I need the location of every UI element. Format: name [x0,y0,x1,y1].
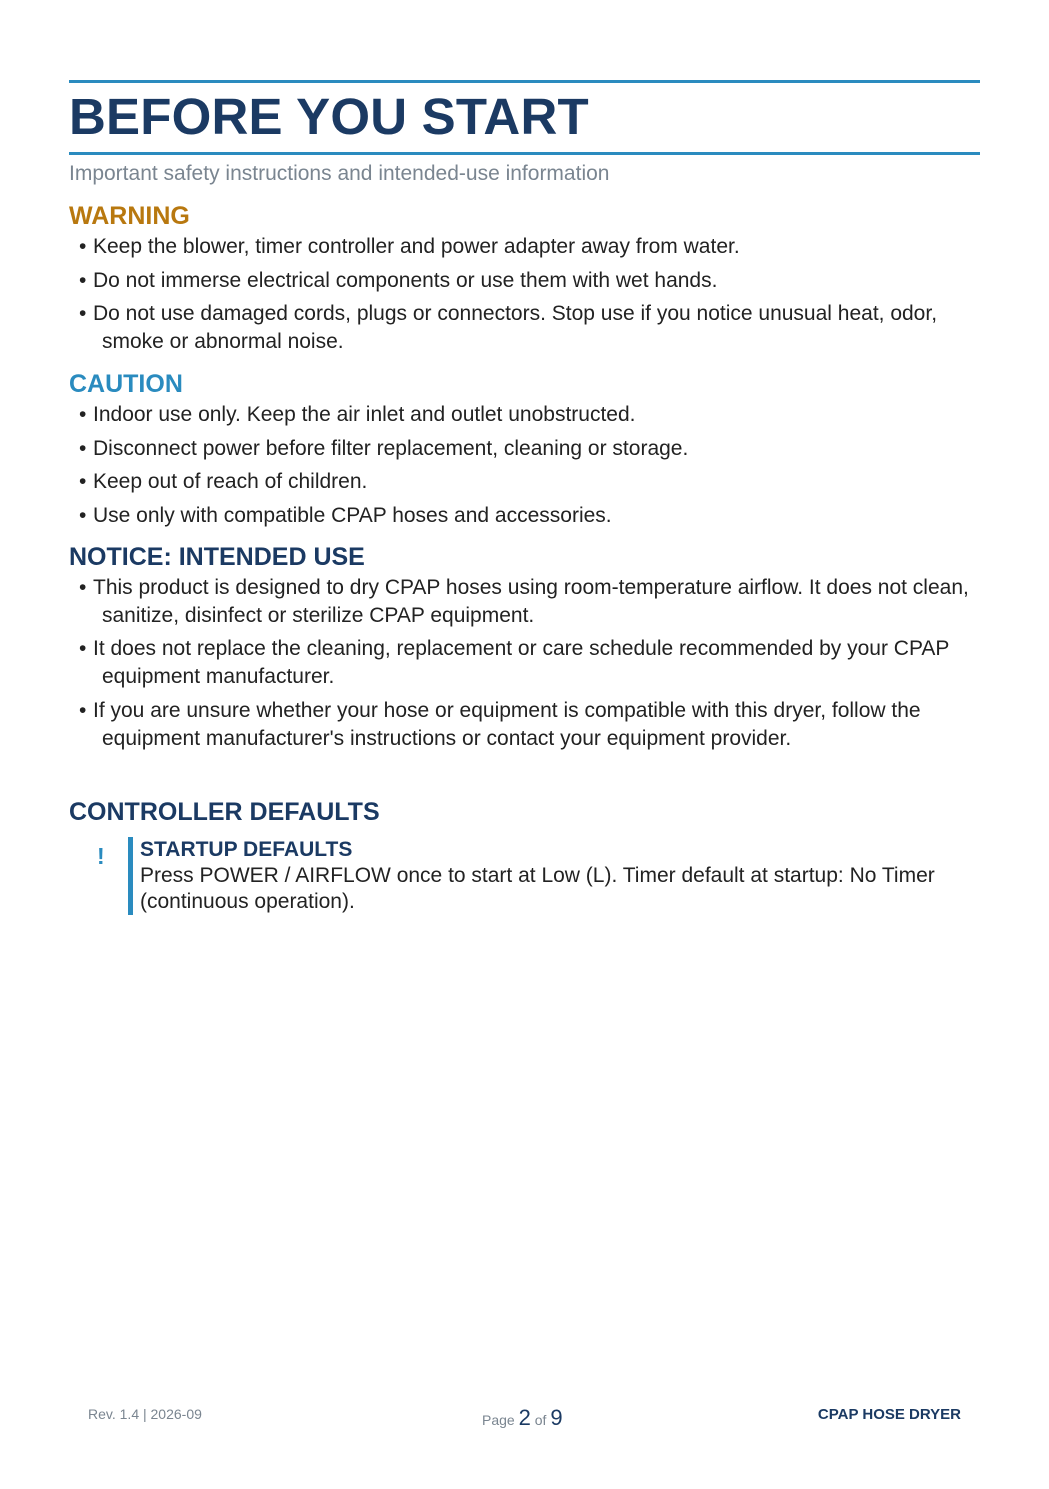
controller-defaults-heading: CONTROLLER DEFAULTS [69,797,380,826]
list-item: • This product is designed to dry CPAP hoses using room-temperature airflow. It does not clean, sanitize, disinfect or sterilize CPAP equipment. [79,575,969,627]
list-item: • Use only with compatible CPAP hoses and accessories. [79,502,980,530]
warning-list [69,233,980,356]
footer-revision: Rev. 1.4 | 2026-09 [88,1406,202,1422]
list-item: • Keep out of reach of children. [79,468,980,496]
title-rule [69,152,980,155]
bullet-icon: • [79,403,87,426]
bullet-icon: • [79,235,87,258]
caution-list [69,401,980,530]
page-subtitle: Important safety instructions and intended-use information [69,162,610,185]
list-item: • If you are unsure whether your hose or equipment is compatible with this dryer, follow the equipment manufacturer's instructions or contact your equipment provider. [79,698,921,750]
list-item: • Indoor use only. Keep the air inlet and outlet unobstructed. [79,401,980,429]
notice-list [69,574,980,753]
page-title: BEFORE YOU START [69,88,589,145]
page-total: 9 [550,1405,563,1430]
exclamation-icon: ! [97,842,105,869]
list-item: • It does not replace the cleaning, replacement or care schedule recommended by your CPAP equipment manufacturer. [79,637,950,688]
bullet-icon: • [79,503,87,527]
bullet-icon: • [79,637,87,660]
notice-heading: NOTICE: INTENDED USE [69,542,365,571]
page-current: 2 [518,1405,531,1430]
bullet-icon: • [79,302,87,325]
callout-body: Press POWER / AIRFLOW once to start at Low (L). Timer default at startup: No Timer (continuous operation). [140,863,935,913]
top-rule [69,80,980,83]
callout-title: STARTUP DEFAULTS [140,837,353,861]
caution-heading: CAUTION [69,370,183,398]
list-item: • Disconnect power before filter replacement, cleaning or storage. [79,435,980,463]
bullet-icon: • [79,470,87,493]
bullet-icon: • [79,436,87,460]
list-item: • Do not use damaged cords, plugs or connectors. Stop use if you notice unusual heat, odor, smoke or abnormal noise. [79,302,938,353]
startup-defaults-callout [97,837,960,915]
bullet-icon: • [79,575,87,599]
footer-product-name: CPAP HOSE DRYER [817,1406,961,1423]
list-item: • Do not immerse electrical components or use them with wet hands. [79,267,980,295]
page-label: Page [482,1412,515,1428]
bullet-icon: • [79,268,87,292]
list-item: • Keep the blower, timer controller and power adapter away from water. [79,233,980,261]
warning-heading: WARNING [69,202,190,230]
bullet-icon: • [79,698,87,722]
page-content [69,80,980,915]
footer-page-number [482,1405,563,1431]
page-of: of [534,1412,547,1428]
